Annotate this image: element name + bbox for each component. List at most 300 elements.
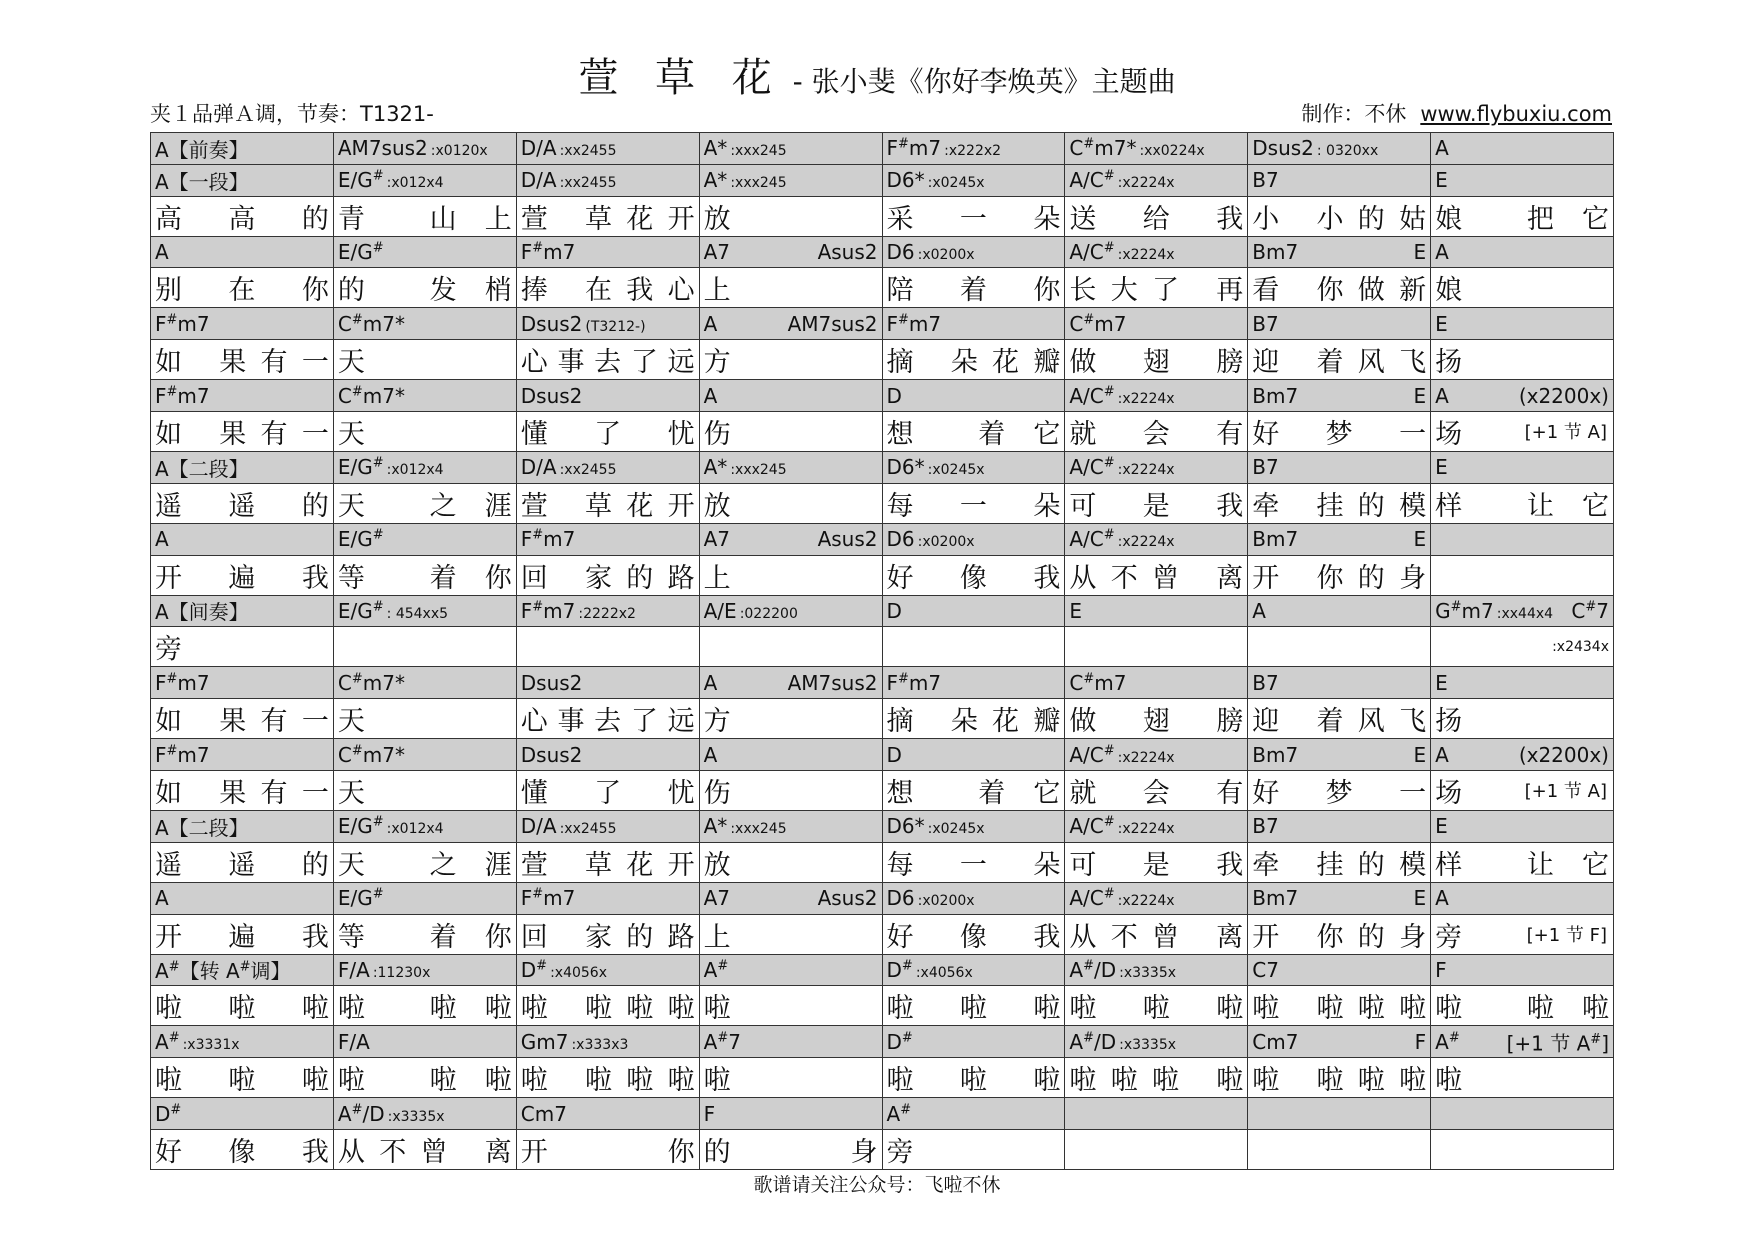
chord-cell <box>1431 810 1614 842</box>
lyric-cell <box>1431 555 1614 595</box>
chord-fingering: :x0200x <box>917 534 975 551</box>
chord-row <box>151 1098 1614 1130</box>
lyric-cell <box>333 196 516 236</box>
lyric-cell <box>151 340 334 380</box>
lyric-text: 小 小的姑 <box>1252 203 1427 235</box>
chord-fingering: :x3335x <box>1119 964 1177 981</box>
chord-fingering: :x4056x <box>915 964 973 981</box>
lyric-text: 放 <box>703 849 731 881</box>
lyric-cell <box>151 1129 334 1169</box>
chord-fingering: :x0245x <box>927 462 985 479</box>
lyric-text: 上 <box>703 275 731 307</box>
lyric-text: 迎 着风飞 <box>1252 706 1427 738</box>
lyric-text: 捧 在我心 <box>520 275 695 307</box>
chord-name: A* <box>703 168 728 193</box>
chord-cell <box>1248 523 1431 555</box>
chord-cell <box>1431 739 1614 771</box>
lyric-cell <box>516 483 699 523</box>
lyric-cell <box>516 268 699 308</box>
chord-fingering: : 454xx5 <box>386 605 449 622</box>
chord-name: E/G# <box>337 239 384 264</box>
lyric-text: 开 你 <box>520 1136 695 1168</box>
chord-cell <box>882 523 1065 555</box>
chord-fingering: :x2224x <box>1117 893 1175 910</box>
lyric-cell <box>882 986 1065 1026</box>
chord-fingering: :x3335x <box>387 1108 445 1125</box>
chord-fingering: :x0120x <box>430 143 488 160</box>
capo-info: 夹１品弹Ａ调，节奏：T1321- <box>150 102 434 126</box>
chord-name: D <box>886 742 902 767</box>
chord-name: Cm7 <box>520 1101 567 1126</box>
chord-cell <box>882 739 1065 771</box>
chord-name: F#m7 <box>155 742 210 767</box>
chord-fingering: :xx0224x <box>1139 143 1205 160</box>
lyric-text: 萱 草花开 <box>520 849 695 881</box>
lyric-text: 别在你 <box>155 275 329 307</box>
chord-name: Bm7 <box>1252 742 1299 767</box>
chord-cell <box>1431 1026 1614 1058</box>
chord-alt: F <box>1414 1029 1427 1054</box>
lyric-cell <box>882 1129 1065 1169</box>
lyric-text: 旁 <box>1435 921 1463 953</box>
chord-name: F#m7 <box>886 670 942 695</box>
chord-name: D# <box>886 1029 913 1054</box>
chord-name: C#m7* <box>337 670 405 695</box>
chord-alt: E <box>1413 886 1427 911</box>
chord-name: A7 <box>703 239 731 264</box>
chord-cell <box>1248 667 1431 699</box>
lyric-text: 啦啦啦 <box>155 1065 329 1097</box>
lyric-cell <box>1431 340 1614 380</box>
chord-cell <box>516 380 699 412</box>
lyric-text: 如 果有一 <box>155 706 329 738</box>
lyric-cell <box>1065 842 1248 882</box>
lyric-text: 娘 把它 <box>1435 203 1609 235</box>
lyric-text: 上 <box>703 921 731 953</box>
chord-cell <box>333 1026 516 1058</box>
lyric-text: 开 你的身 <box>1252 921 1427 953</box>
lyric-text: 场 <box>1435 777 1463 809</box>
lyric-text: 每一朵 <box>886 849 1061 881</box>
chord-cell <box>1065 739 1248 771</box>
chord-cell <box>699 164 882 196</box>
lyric-text: 就会有 <box>1069 418 1244 450</box>
chord-cell <box>1248 595 1431 627</box>
chord-alt: E <box>1413 742 1427 767</box>
chord-name: A <box>703 670 718 695</box>
chord-fingering: :11230x <box>372 964 431 981</box>
chord-fingering: :xxx245 <box>730 462 787 479</box>
lyric-text: 想 着它 <box>886 418 1061 450</box>
chord-fingering: :x012x4 <box>386 821 444 838</box>
lyric-text: 心事去了远 <box>520 347 695 379</box>
chord-fingering: :x0245x <box>927 175 985 192</box>
chord-cell <box>1248 133 1431 165</box>
lyric-cell <box>1248 555 1431 595</box>
chord-cell <box>1065 595 1248 627</box>
lyric-text: 啦啦啦 <box>1069 993 1244 1025</box>
chord-cell <box>1065 164 1248 196</box>
lyric-cell <box>882 770 1065 810</box>
chord-name: A/C# <box>1069 383 1115 408</box>
chord-name: C#m7* <box>337 742 405 767</box>
chord-row <box>151 882 1614 914</box>
chord-name: A/C# <box>1069 168 1115 193</box>
chord-cell <box>333 882 516 914</box>
lyric-text: 长大了 再 <box>1069 275 1244 307</box>
lyric-text: 伤 <box>703 777 731 809</box>
lyric-cell <box>1248 914 1431 954</box>
chord-cell <box>333 380 516 412</box>
chord-name: E <box>1435 311 1448 336</box>
lyric-text: 懂了忧 <box>520 777 695 809</box>
chord-name: Cm7 <box>1252 1029 1299 1054</box>
chord-row <box>151 451 1614 483</box>
chord-name: Bm7 <box>1252 886 1299 911</box>
lyric-cell <box>1431 842 1614 882</box>
lyric-row <box>151 1058 1614 1098</box>
chord-name: D/A <box>520 168 557 193</box>
chord-cell <box>333 1098 516 1130</box>
lyric-cell <box>699 1058 882 1098</box>
chord-cell <box>516 133 699 165</box>
chord-name: D# <box>886 957 913 982</box>
chord-cell <box>1431 595 1614 627</box>
chord-name: A7 <box>703 886 731 911</box>
chord-row <box>151 164 1614 196</box>
chord-cell <box>333 133 516 165</box>
chord-cell <box>1248 810 1431 842</box>
lyric-text: 等 着你 <box>337 562 512 594</box>
lyric-text: 如 果有一 <box>155 347 329 379</box>
lyric-cell <box>882 555 1065 595</box>
chord-alt: (x2200x) <box>1518 383 1609 408</box>
lyric-text: 从不曾 离 <box>1069 921 1244 953</box>
chord-cell <box>882 236 1065 268</box>
footer-note: 歌谱请关注公众号：飞啦不休 <box>753 1174 1001 1196</box>
chord-name: Gm7 <box>520 1029 569 1054</box>
lyric-cell <box>151 627 334 667</box>
lyric-text: 啦 啦啦啦 <box>1252 1065 1427 1097</box>
lyric-cell <box>699 842 882 882</box>
lyric-cell <box>882 268 1065 308</box>
chord-cell <box>1065 954 1248 986</box>
chord-name: B7 <box>1252 455 1279 480</box>
chord-alt: (x2200x) <box>1518 742 1609 767</box>
lyric-text: 的 发梢 <box>337 275 512 307</box>
chord-name: F <box>703 1101 716 1126</box>
chord-name: E/G# <box>337 814 384 839</box>
chord-fingering: :x2224x <box>1117 390 1175 407</box>
lyric-cell <box>151 986 334 1026</box>
chord-fingering: :x2224x <box>1117 821 1175 838</box>
lyric-cell <box>699 196 882 236</box>
chord-cell <box>882 308 1065 340</box>
chord-cell <box>333 308 516 340</box>
chord-name: B7 <box>1252 168 1279 193</box>
chord-name: A/C# <box>1069 742 1115 767</box>
chord-name: G#m7 <box>1435 598 1494 623</box>
chord-name: F#m7 <box>520 527 576 552</box>
chord-cell <box>151 523 334 555</box>
chord-cell <box>151 164 334 196</box>
chord-name: A#【转 A#调】 <box>155 959 291 984</box>
chord-name: A/E <box>703 598 737 623</box>
lyric-text: 牵 挂的模 <box>1252 849 1427 881</box>
chord-name: F#m7 <box>886 311 942 336</box>
chord-cell <box>151 810 334 842</box>
chord-name: D6* <box>886 814 925 839</box>
lyric-row <box>151 914 1614 954</box>
lyric-cell <box>882 340 1065 380</box>
lyric-text: 场 <box>1435 418 1463 450</box>
lyric-text: 开遍我 <box>155 562 329 594</box>
chord-fingering: :2222x2 <box>578 605 636 622</box>
chord-fingering: :xxx245 <box>730 175 787 192</box>
lyric-cell <box>333 340 516 380</box>
chord-cell <box>1065 133 1248 165</box>
chord-name: F#m7 <box>520 886 576 911</box>
chord-name: F/A <box>337 957 370 982</box>
chord-cell <box>1431 523 1614 555</box>
lyric-text: 萱 草花开 <box>520 203 695 235</box>
chord-row <box>151 380 1614 412</box>
lyric-cell <box>1431 1129 1614 1169</box>
lyric-cell <box>516 699 699 739</box>
chord-name: A <box>1252 598 1266 623</box>
lyric-text: 陪着你 <box>886 275 1061 307</box>
lyric-cell <box>151 196 334 236</box>
lyric-text: 可是我 <box>1069 849 1244 881</box>
lyric-cell <box>1248 842 1431 882</box>
chord-name: F/A <box>337 1029 370 1054</box>
lyric-cell <box>151 699 334 739</box>
chord-name: E/G# <box>337 168 384 193</box>
chord-fingering: :x2224x <box>1117 175 1175 192</box>
chord-name: A# <box>886 1101 912 1126</box>
chord-cell <box>882 164 1065 196</box>
chord-cell <box>699 380 882 412</box>
chord-cell <box>1431 164 1614 196</box>
chord-cell <box>1248 1026 1431 1058</box>
chord-cell <box>699 308 882 340</box>
chord-name: D# <box>155 1101 182 1126</box>
lyric-cell <box>1431 411 1614 451</box>
song-title: 萱 草 花 <box>578 55 784 101</box>
lyric-cell <box>699 555 882 595</box>
chord-cell <box>882 954 1065 986</box>
chord-name: E <box>1435 455 1448 480</box>
lyric-cell <box>699 770 882 810</box>
chord-cell <box>151 380 334 412</box>
lyric-text: 啦 <box>703 993 731 1025</box>
chord-row <box>151 133 1614 165</box>
chord-cell <box>151 133 334 165</box>
chord-cell <box>882 595 1065 627</box>
chord-fingering: :x2434x <box>1552 638 1609 655</box>
chord-name: A7 <box>703 527 731 552</box>
chord-cell <box>333 667 516 699</box>
chord-name: A/C# <box>1069 455 1115 480</box>
lyric-row <box>151 770 1614 810</box>
website-link[interactable]: www.flybuxiu.com <box>1420 102 1612 126</box>
chord-name: E/G# <box>337 527 384 552</box>
chord-name: E/G# <box>337 598 384 623</box>
chord-name: D/A <box>520 814 557 839</box>
lyric-text: 送给我 <box>1069 203 1244 235</box>
lyric-text: 就会有 <box>1069 777 1244 809</box>
chord-fingering: :x2224x <box>1117 749 1175 766</box>
chord-cell <box>699 595 882 627</box>
chord-name: E <box>1435 814 1448 839</box>
lyric-text: 啦 啦啦啦 <box>520 1065 695 1097</box>
chord-cell <box>882 133 1065 165</box>
lyric-cell <box>1248 770 1431 810</box>
lyric-cell <box>333 483 516 523</box>
chord-cell <box>516 308 699 340</box>
chord-fingering: (T3212-) <box>585 318 646 335</box>
chord-name: F#m7 <box>155 670 210 695</box>
chord-name: F <box>1435 957 1447 982</box>
chord-alt: E <box>1413 383 1427 408</box>
lyric-text: 回 家的路 <box>520 921 695 953</box>
lyric-cell <box>1431 986 1614 1026</box>
chord-row <box>151 954 1614 986</box>
chord-cell <box>333 595 516 627</box>
lyric-cell <box>1065 627 1248 667</box>
lyric-text: 开 你的身 <box>1252 562 1427 594</box>
chord-alt: E <box>1413 239 1427 264</box>
chord-name: A【二段】 <box>155 456 249 481</box>
chord-cell <box>516 954 699 986</box>
chord-fingering: :xx2455 <box>559 462 617 479</box>
chord-name: Bm7 <box>1252 239 1299 264</box>
chord-cell <box>1431 667 1614 699</box>
chord-name: Bm7 <box>1252 383 1299 408</box>
chord-fingering: :x3335x <box>1119 1036 1177 1053</box>
lyric-text: 啦啦啦 <box>886 1065 1061 1097</box>
chord-name: C#m7* <box>337 311 405 336</box>
chord-fingering: :x2224x <box>1117 534 1175 551</box>
lyric-row <box>151 411 1614 451</box>
chord-name: C7 <box>1252 957 1279 982</box>
chord-row <box>151 595 1614 627</box>
chord-fingering: :xx2455 <box>559 821 617 838</box>
chord-cell <box>333 236 516 268</box>
lyric-cell <box>699 699 882 739</box>
chord-cell <box>1248 380 1431 412</box>
lyric-cell <box>516 770 699 810</box>
chord-cell <box>882 380 1065 412</box>
lyric-text: 迎 着风飞 <box>1252 347 1427 379</box>
chord-cell <box>699 739 882 771</box>
lyric-text: 样 让它 <box>1435 490 1609 522</box>
chord-cell <box>151 451 334 483</box>
lyric-cell <box>1248 411 1431 451</box>
chord-name: A【二段】 <box>155 815 249 840</box>
lyric-text: 上 <box>703 562 731 594</box>
lyric-text: 每一朵 <box>886 490 1061 522</box>
chord-cell <box>1065 236 1248 268</box>
chord-name: C#m7* <box>337 383 405 408</box>
chord-cell <box>333 954 516 986</box>
lyric-text: 旁 <box>155 634 182 666</box>
chord-name: A/C# <box>1069 239 1115 264</box>
lyric-cell <box>1065 411 1248 451</box>
chord-cell <box>516 882 699 914</box>
chord-name: A【一段】 <box>155 169 249 194</box>
chord-cell <box>699 523 882 555</box>
lyric-cell <box>151 914 334 954</box>
chord-row <box>151 739 1614 771</box>
chord-name: A# <box>703 957 729 982</box>
chord-cell <box>882 1098 1065 1130</box>
chord-name: A <box>1435 742 1449 767</box>
lyric-text: 天 <box>337 777 365 809</box>
chord-cell <box>699 954 882 986</box>
bar-note: [+1 节 A] <box>1524 781 1607 803</box>
lyric-row <box>151 627 1614 667</box>
lyric-cell <box>882 627 1065 667</box>
lyric-cell <box>1248 340 1431 380</box>
lyric-cell <box>1065 1129 1248 1169</box>
lyric-text: 啦啦啦 啦 <box>1069 1065 1244 1097</box>
chord-name: A <box>155 527 169 552</box>
lyric-text: 啦 啦啦啦 <box>520 993 695 1025</box>
chord-name: A#7 <box>703 1029 741 1054</box>
lyric-cell <box>1065 1058 1248 1098</box>
chord-name: Dsus2 <box>520 383 583 408</box>
chord-cell <box>1248 954 1431 986</box>
lyric-cell <box>1065 914 1248 954</box>
chord-name: A <box>703 383 718 408</box>
lyric-text: 采一朵 <box>886 203 1061 235</box>
chord-fingering: :xx44x4 <box>1496 605 1554 622</box>
chord-name: A#/D <box>337 1101 385 1126</box>
chord-cell <box>516 739 699 771</box>
chord-name: D6 <box>886 886 915 911</box>
lyric-cell <box>699 914 882 954</box>
chord-name: E/G# <box>337 886 384 911</box>
chord-fingering: :x222x2 <box>944 143 1002 160</box>
lyric-text: 看 你做新 <box>1252 275 1427 307</box>
lyric-text: 娘 <box>1435 275 1463 307</box>
chord-alt: [+1 节 A#] <box>1506 1031 1609 1056</box>
chord-name: D <box>886 383 902 408</box>
chord-cell <box>516 810 699 842</box>
lyric-cell <box>699 411 882 451</box>
chord-cell <box>1248 236 1431 268</box>
chord-name: F#m7 <box>886 136 942 161</box>
lyric-cell <box>1431 699 1614 739</box>
lyric-cell <box>1431 268 1614 308</box>
chord-name: A#/D <box>1069 957 1117 982</box>
lyric-cell <box>516 842 699 882</box>
chord-name: C#m7 <box>1069 311 1127 336</box>
lyric-row <box>151 842 1614 882</box>
chord-cell <box>151 667 334 699</box>
lyric-cell <box>1248 196 1431 236</box>
lyric-text: 啦啦啦 <box>886 993 1061 1025</box>
chord-fingering: :x4056x <box>550 964 607 981</box>
lyric-text: 啦 <box>703 1065 731 1097</box>
chord-cell <box>1248 739 1431 771</box>
chord-name: F#m7 <box>155 311 210 336</box>
chord-row <box>151 667 1614 699</box>
lyric-cell <box>151 770 334 810</box>
song-title-line <box>0 46 1754 103</box>
chord-name: B7 <box>1252 670 1279 695</box>
